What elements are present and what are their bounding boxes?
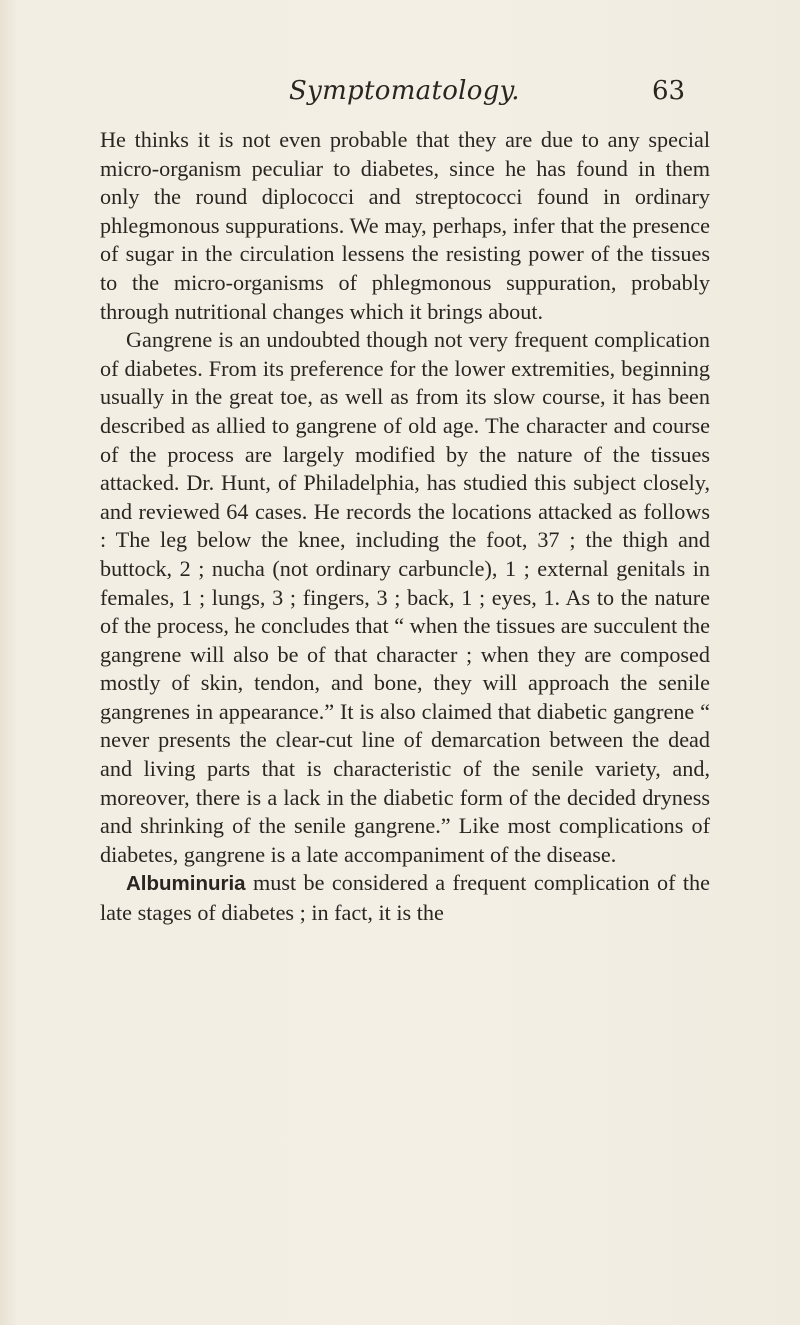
albuminuria-text: must be considered a frequent complication of the late stages of diabetes ; in fact, it is the — [100, 870, 710, 926]
page-number: 63 — [652, 76, 686, 106]
page-header — [0, 76, 800, 116]
paragraph-albuminuria — [100, 869, 710, 927]
paragraph-gangrene: Gangrene is an undoubted though not very frequent complication of diabetes. From its preference for the lower extremities, beginning usually in the great toe, as well as from its slow course, it has been described as allied to gangrene of old age. The character and course of the process are largely modified by the nature of the tissues attacked. Dr. Hunt, of Philadelphia, has studied this subject closely, and reviewed 64 cases. He records the locations attacked as follows : The leg below the knee, including the foot, 37 ; the thigh and buttock, 2 ; nucha (not ordinary carbuncle), 1 ; external genitals in females, 1 ; lungs, 3 ; fingers, 3 ; back, 1 ; eyes, 1. As to the nature of the process, he concludes that “ when the tissues are succulent the gangrene will also be of that character ; when they are composed mostly of skin, tendon, and bone, they will approach the senile gangrenes in appearance.” It is also claimed that diabetic gangrene “ never presents the clear-cut line of demarcation between the dead and living parts that is characteristic of the senile variety, and, moreover, there is a lack in the diabetic form of the decided dryness and shrinking of the senile gangrene.” Like most complications of diabetes, gangrene is a late accompaniment of the disease. — [100, 327, 710, 867]
paragraph-suppuration: He thinks it is not even probable that they are due to any special micro-organism peculiar to diabetes, since he has found in them only the round diplococci and streptococci found in ordinary phlegmonous suppurations. We may, perhaps, infer that the presence of sugar in the circulation lessens the resisting power of the tissues to the micro-organisms of phlegmonous suppuration, probably through nutritional changes which it brings about. — [100, 127, 710, 324]
albuminuria-term: Albuminuria — [126, 872, 246, 896]
body-text — [100, 126, 710, 928]
running-title: Symptomatology. — [289, 76, 520, 106]
